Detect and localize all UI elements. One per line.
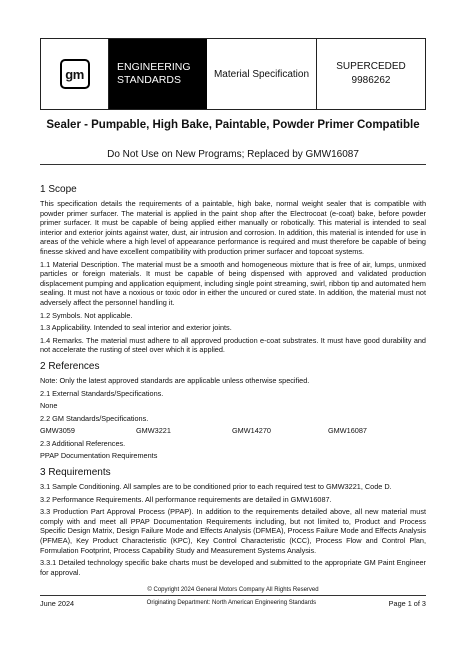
document-title: Sealer - Pumpable, High Bake, Paintable, Powder Primer Compatible: [46, 119, 420, 131]
refs-ppap: PPAP Documentation Requirements: [40, 451, 158, 461]
refs-2-2: 2.2 GM Standards/Specifications.: [40, 413, 149, 423]
scope-1-3: 1.3 Applicability. Intended to seal interior and exterior joints.: [40, 323, 232, 333]
req-3-2: 3.2 Performance Requirements. All performance requirements are detailed in GMW16087.: [40, 494, 332, 504]
req-3-3-1: 3.3.1 Detailed technology specific bake charts must be developed and submitted to the appropriate GM Paint Engineer for approval.: [40, 558, 426, 577]
footer-rule: [40, 595, 426, 596]
footer-department: Originating Department: North American Engineering Standards: [146, 600, 317, 606]
footer: [40, 599, 426, 608]
req-3-3: 3.3 Production Part Approval Process (PPAP). In addition to the requirements detailed above, all new material must comply with and meet all PPAP Documentation Requirements including, but not limited to, Product and Process Specific Design Matrix, Design Failure Mode and Effects Analysis (DFMEA), Process Failure Mode and Effects Analysis (PFMEA), Key Product Characteristic (KPC), Key Control Characteristic (KCC), Process Flow and Control Plan, Formulation Footprint, Process Capability Study and Measurement Systems Analysis.: [40, 507, 426, 555]
gm-standard: GMW3221: [136, 426, 171, 436]
gm-logo: gm: [60, 59, 90, 89]
scope-1-1: 1.1 Material Description. The material must be a smooth and homogeneous mixture that is free of air, lumps, unmixed particles or foreign materials. It must be capable of being dispensed with approved and validated production displacement pumping and application equipment, including single point streaming, swirl, ribbon tip and automated hem sealing. It must not have a noxious or toxic odor in either the uncured or cured state. In addition, the material must not adversely affect the personnel handling it.: [40, 259, 426, 307]
refs-2-3: 2.3 Additional References.: [40, 438, 126, 448]
gm-standard: GMW16087: [328, 426, 367, 436]
header-table: [40, 38, 426, 110]
copyright: © Copyright 2024 General Motors Company All Rights Reserved: [147, 587, 319, 593]
status-cell: [317, 39, 425, 109]
spec-label: Material Specification: [213, 68, 310, 80]
footer-date: June 2024: [40, 599, 75, 608]
section-heading-requirements: 3 Requirements: [40, 467, 111, 479]
eng-line2: STANDARDS: [117, 74, 181, 86]
scope-paragraph: This specification details the requirements of a paintable, high bake, normal weight sealer that is compatible with powder primer surfacer. The material is applied in the paint shop after the Electrocoat (e-coat) bake, before powder primer surfacer. It must be capable of being applied either manually or robotically. This material is intended to seal interior and exterior joints against water, dust, air intrusion and corrosion. In addition, this material is intended for use in areas of the vehicle where a high level of appearance performance is required and must therefore be capable of being finesse skived and have excellent compatibility with production primer surfacer and topcoat systems.: [40, 199, 426, 256]
status-label: SUPERCEDED: [336, 61, 406, 72]
section-heading-scope: 1 Scope: [40, 184, 77, 195]
spec-type-cell: [207, 39, 317, 109]
refs-none: None: [40, 401, 58, 411]
logo-cell: [41, 39, 109, 109]
title-rule: [40, 164, 426, 165]
section-heading-references: 2 References: [40, 360, 100, 372]
doc-number: 9986262: [351, 75, 391, 86]
gm-standard: GMW3059: [40, 426, 75, 436]
gm-standard: GMW14270: [232, 426, 271, 436]
refs-2-1: 2.1 External Standards/Specifications.: [40, 388, 164, 398]
document-body: [40, 178, 426, 580]
gm-standards-list: [40, 426, 426, 436]
page-number: Page 1 of 3: [388, 599, 426, 608]
req-3-1: 3.1 Sample Conditioning. All samples are to be conditioned prior to each required test to GMW3221, Code D.: [40, 482, 392, 492]
scope-1-4: 1.4 Remarks. The material must adhere to all approved production e-coat substrates. It must have good durability and not accelerate the rusting of steel over which it is applied.: [40, 335, 426, 355]
engineering-standards-cell: [109, 39, 207, 109]
refs-note: Note: Only the latest approved standards are applicable unless otherwise specified.: [40, 375, 310, 385]
document-subtitle: Do Not Use on New Programs; Replaced by GMW16087: [107, 149, 359, 160]
eng-line1: ENGINEERING: [117, 61, 191, 73]
scope-1-2: 1.2 Symbols. Not applicable.: [40, 310, 133, 320]
